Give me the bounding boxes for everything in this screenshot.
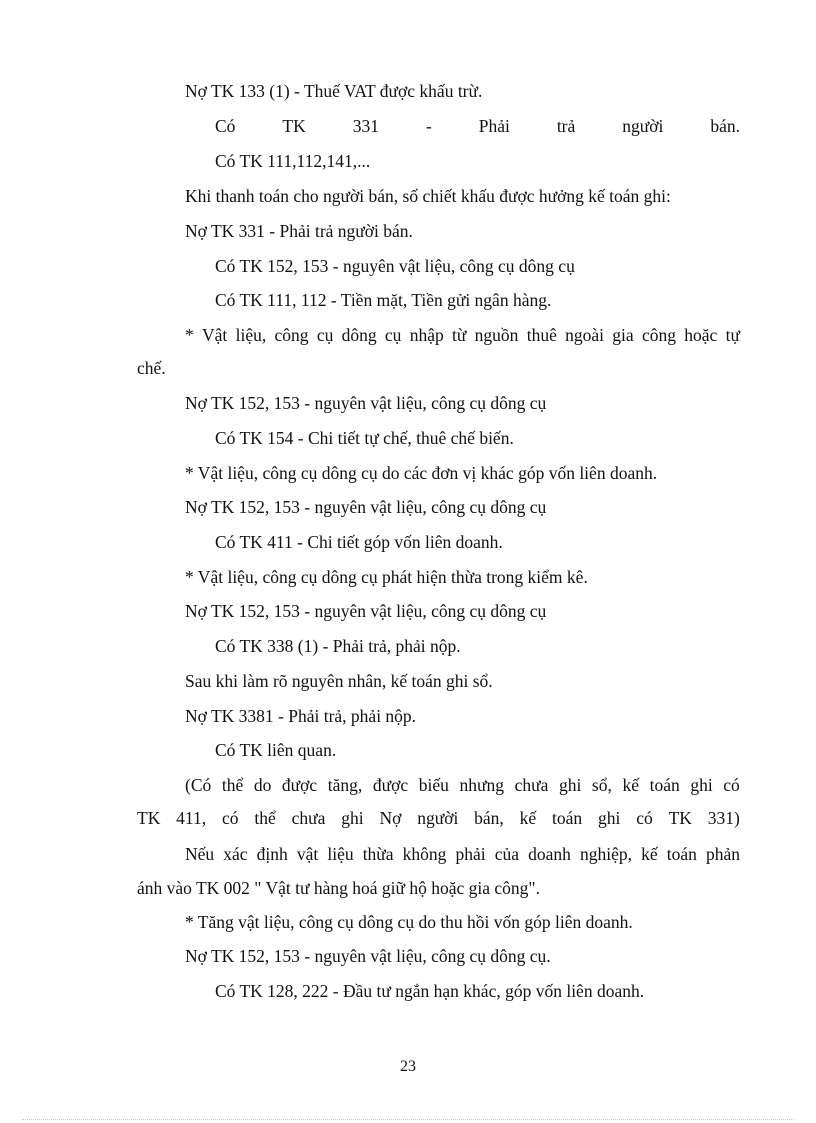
word: Phải — [478, 116, 510, 136]
word: có — [636, 808, 653, 828]
text-line: ánh vào TK 002 " Vật tư hàng hoá giữ hộ hoặc gia công". — [137, 878, 540, 898]
text-line: chế. — [137, 358, 166, 378]
text-line: Nợ TK 133 (1) - Thuế VAT được khấu trừ. — [185, 81, 483, 101]
word: chưa — [514, 775, 549, 795]
word: ghi — [341, 808, 364, 828]
word: được — [281, 775, 318, 795]
word: nguồn — [474, 325, 519, 345]
word: thể — [254, 808, 276, 828]
word: xác — [223, 844, 248, 864]
word: từ — [452, 325, 467, 345]
word: ngoài — [565, 325, 605, 345]
text-line-justified — [215, 114, 740, 138]
word: thuê — [526, 325, 557, 345]
word: toán — [552, 808, 583, 828]
word: nhưng — [459, 775, 504, 795]
text-line: Nợ TK 3381 - Phải trả, phải nộp. — [185, 706, 417, 726]
text-line-justified — [185, 773, 740, 797]
page-number: 23 — [400, 1058, 416, 1075]
word: ghi — [598, 808, 621, 828]
text-line: Có TK liên quan. — [215, 740, 337, 760]
text-line: Sau khi làm rõ nguyên nhân, kế toán ghi sổ. — [185, 671, 493, 691]
word: hoặc — [684, 325, 718, 345]
word: phải — [455, 844, 486, 864]
word: TK — [668, 808, 692, 828]
word: sổ, — [591, 775, 612, 795]
word: bán, — [474, 808, 504, 828]
text-line: Khi thanh toán cho người bán, số chiết khấu được hưởng kế toán ghi: — [185, 186, 671, 206]
word: dông — [341, 325, 377, 345]
text-line: Có TK 338 (1) - Phải trả, phải nộp. — [215, 636, 461, 656]
text-line: Nợ TK 331 - Phải trả người bán. — [185, 221, 413, 241]
text-line-justified — [185, 323, 740, 347]
text-line: Có TK 111,112,141,... — [215, 151, 371, 171]
word: có — [723, 775, 740, 795]
text-line: * Vật liệu, công cụ dông cụ do các đơn vị khác góp vốn liên doanh. — [185, 463, 658, 483]
page-bottom-divider — [22, 1119, 794, 1120]
word: công — [274, 325, 309, 345]
word: tự — [725, 325, 740, 345]
word: thừa — [362, 844, 394, 864]
word: liệu — [327, 844, 354, 864]
text-line: * Tăng vật liệu, công cụ dông cụ do thu hồi vốn góp liên doanh. — [185, 912, 633, 932]
text-line: * Vật liệu, công cụ dông cụ phát hiện thừa trong kiểm kê. — [185, 567, 588, 587]
text-line: Có TK 154 - Chi tiết tự chế, thuê chế biến. — [215, 428, 514, 448]
word: TK — [137, 808, 161, 828]
word: kế — [519, 808, 537, 828]
word: Nợ — [379, 808, 402, 828]
word: 411, — [176, 808, 207, 828]
text-line: Nợ TK 152, 153 - nguyên vật liệu, công cụ dông cụ — [185, 497, 547, 517]
word: công — [641, 325, 676, 345]
word: Vật — [202, 325, 228, 345]
word: 331) — [707, 808, 740, 828]
word: 331 — [352, 116, 379, 136]
word: người — [417, 808, 459, 828]
word: Nếu — [185, 844, 215, 864]
word: (Có — [185, 775, 212, 795]
text-line: Có TK 111, 112 - Tiền mặt, Tiền gửi ngân hàng. — [215, 290, 552, 310]
word: có — [222, 808, 239, 828]
word: nhập — [409, 325, 444, 345]
word: gia — [612, 325, 634, 345]
word: phản — [705, 844, 740, 864]
word: biếu — [418, 775, 449, 795]
text-line: Có TK 128, 222 - Đầu tư ngắn hạn khác, góp vốn liên doanh. — [215, 981, 645, 1001]
word: không — [402, 844, 447, 864]
text-line: Nợ TK 152, 153 - nguyên vật liệu, công cụ dông cụ. — [185, 946, 551, 966]
word: * — [185, 325, 194, 345]
word: cụ — [316, 325, 334, 345]
word: - — [425, 116, 432, 136]
word: trả — [556, 116, 576, 136]
word: thể — [221, 775, 244, 795]
word: tăng, — [327, 775, 363, 795]
text-line: Nợ TK 152, 153 - nguyên vật liệu, công cụ dông cụ — [185, 393, 547, 413]
word: doanh — [528, 844, 571, 864]
word: toán — [649, 775, 680, 795]
word: kế — [641, 844, 658, 864]
word: ghi — [690, 775, 713, 795]
word: nghiệp, — [580, 844, 633, 864]
word: người — [622, 116, 664, 136]
word: TK — [282, 116, 306, 136]
word: vật — [296, 844, 319, 864]
word: chưa — [291, 808, 326, 828]
word: ghi — [558, 775, 582, 795]
word: Có — [215, 116, 236, 136]
word: liệu, — [235, 325, 267, 345]
word: của — [494, 844, 520, 864]
word: kế — [622, 775, 639, 795]
word: định — [256, 844, 288, 864]
text-line: Có TK 152, 153 - nguyên vật liệu, công cụ dông cụ — [215, 256, 575, 276]
word: cụ — [384, 325, 402, 345]
text-line: Nợ TK 152, 153 - nguyên vật liệu, công cụ dông cụ — [185, 601, 547, 621]
word: toán — [666, 844, 697, 864]
word: bán. — [710, 116, 740, 136]
text-line: Có TK 411 - Chi tiết góp vốn liên doanh. — [215, 532, 503, 552]
word: được — [372, 775, 409, 795]
text-line-justified — [185, 842, 740, 866]
text-line-justified — [137, 806, 740, 830]
word: do — [253, 775, 272, 795]
